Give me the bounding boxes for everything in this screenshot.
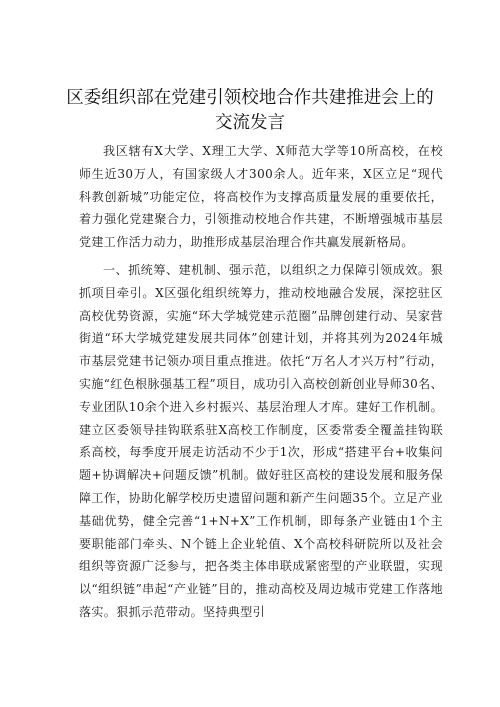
body-paragraph-intro: 我区辖有X大学、X理工大学、X师范大学等10所高校，在校师生近30万人，有国家级人才300余人。近年来，X区立足“现代科教创新城”功能定位，将高校作为支撑高质量发展的重要依托，着力强化党建聚合力，引领推动校地合作共建，不断增强城市基层党建工作活力动力，助推形成基层治理合作共赢发展新格局。 — [79, 144, 443, 250]
document-title-line-1: 区委组织部在党建引领校地合作共建推进会上的 — [66, 88, 434, 108]
document-body — [79, 140, 443, 624]
document-title — [60, 86, 440, 136]
body-paragraph-section-1: 一、抓统筹、建机制、强示范，以组织之力保障引领成效。狠抓项目牵引。X区强化组织统筹力，推动校地融合发展，深挖驻区高校优势资源，实施“环大学城党建示范圈”品牌创建行动、吴家营街道“环大学城党建发展共同体”创建计划，并将其列为2024年城市基层党建书记领办项目重点推进。依托“万名人才兴万村”行动，实施“红色根脉强基工程”项目，成功引入高校创新创业导师30名、专业团队10余个进入乡村振兴、基层治理人才库。建好工作机制。建立区委领导挂钩联系驻X高校工作制度，区委常委全覆盖挂钩联系高校，每季度开展走访活动不少于1次，形成“搭建平台+收集问题+协调解决+问题反馈”机制。做好驻区高校的建设发展和服务保障工作，协助化解学校历史遗留问题和新产生问题35个。立足产业基础优势，健全完善“1+N+X”工作机制，即每条产业链由1个主要职能部门牵头、N个链上企业轮值、X个高校科研院所以及社会组织等资源广泛参与，把各类主体串联成紧密型的产业联盟，实现以“组织链”串起“产业链”目的，推动高校及周边城市党建工作落地落实。狠抓示范带动。坚持典型引 — [79, 262, 443, 619]
document-title-line-2: 交流发言 — [215, 113, 285, 133]
